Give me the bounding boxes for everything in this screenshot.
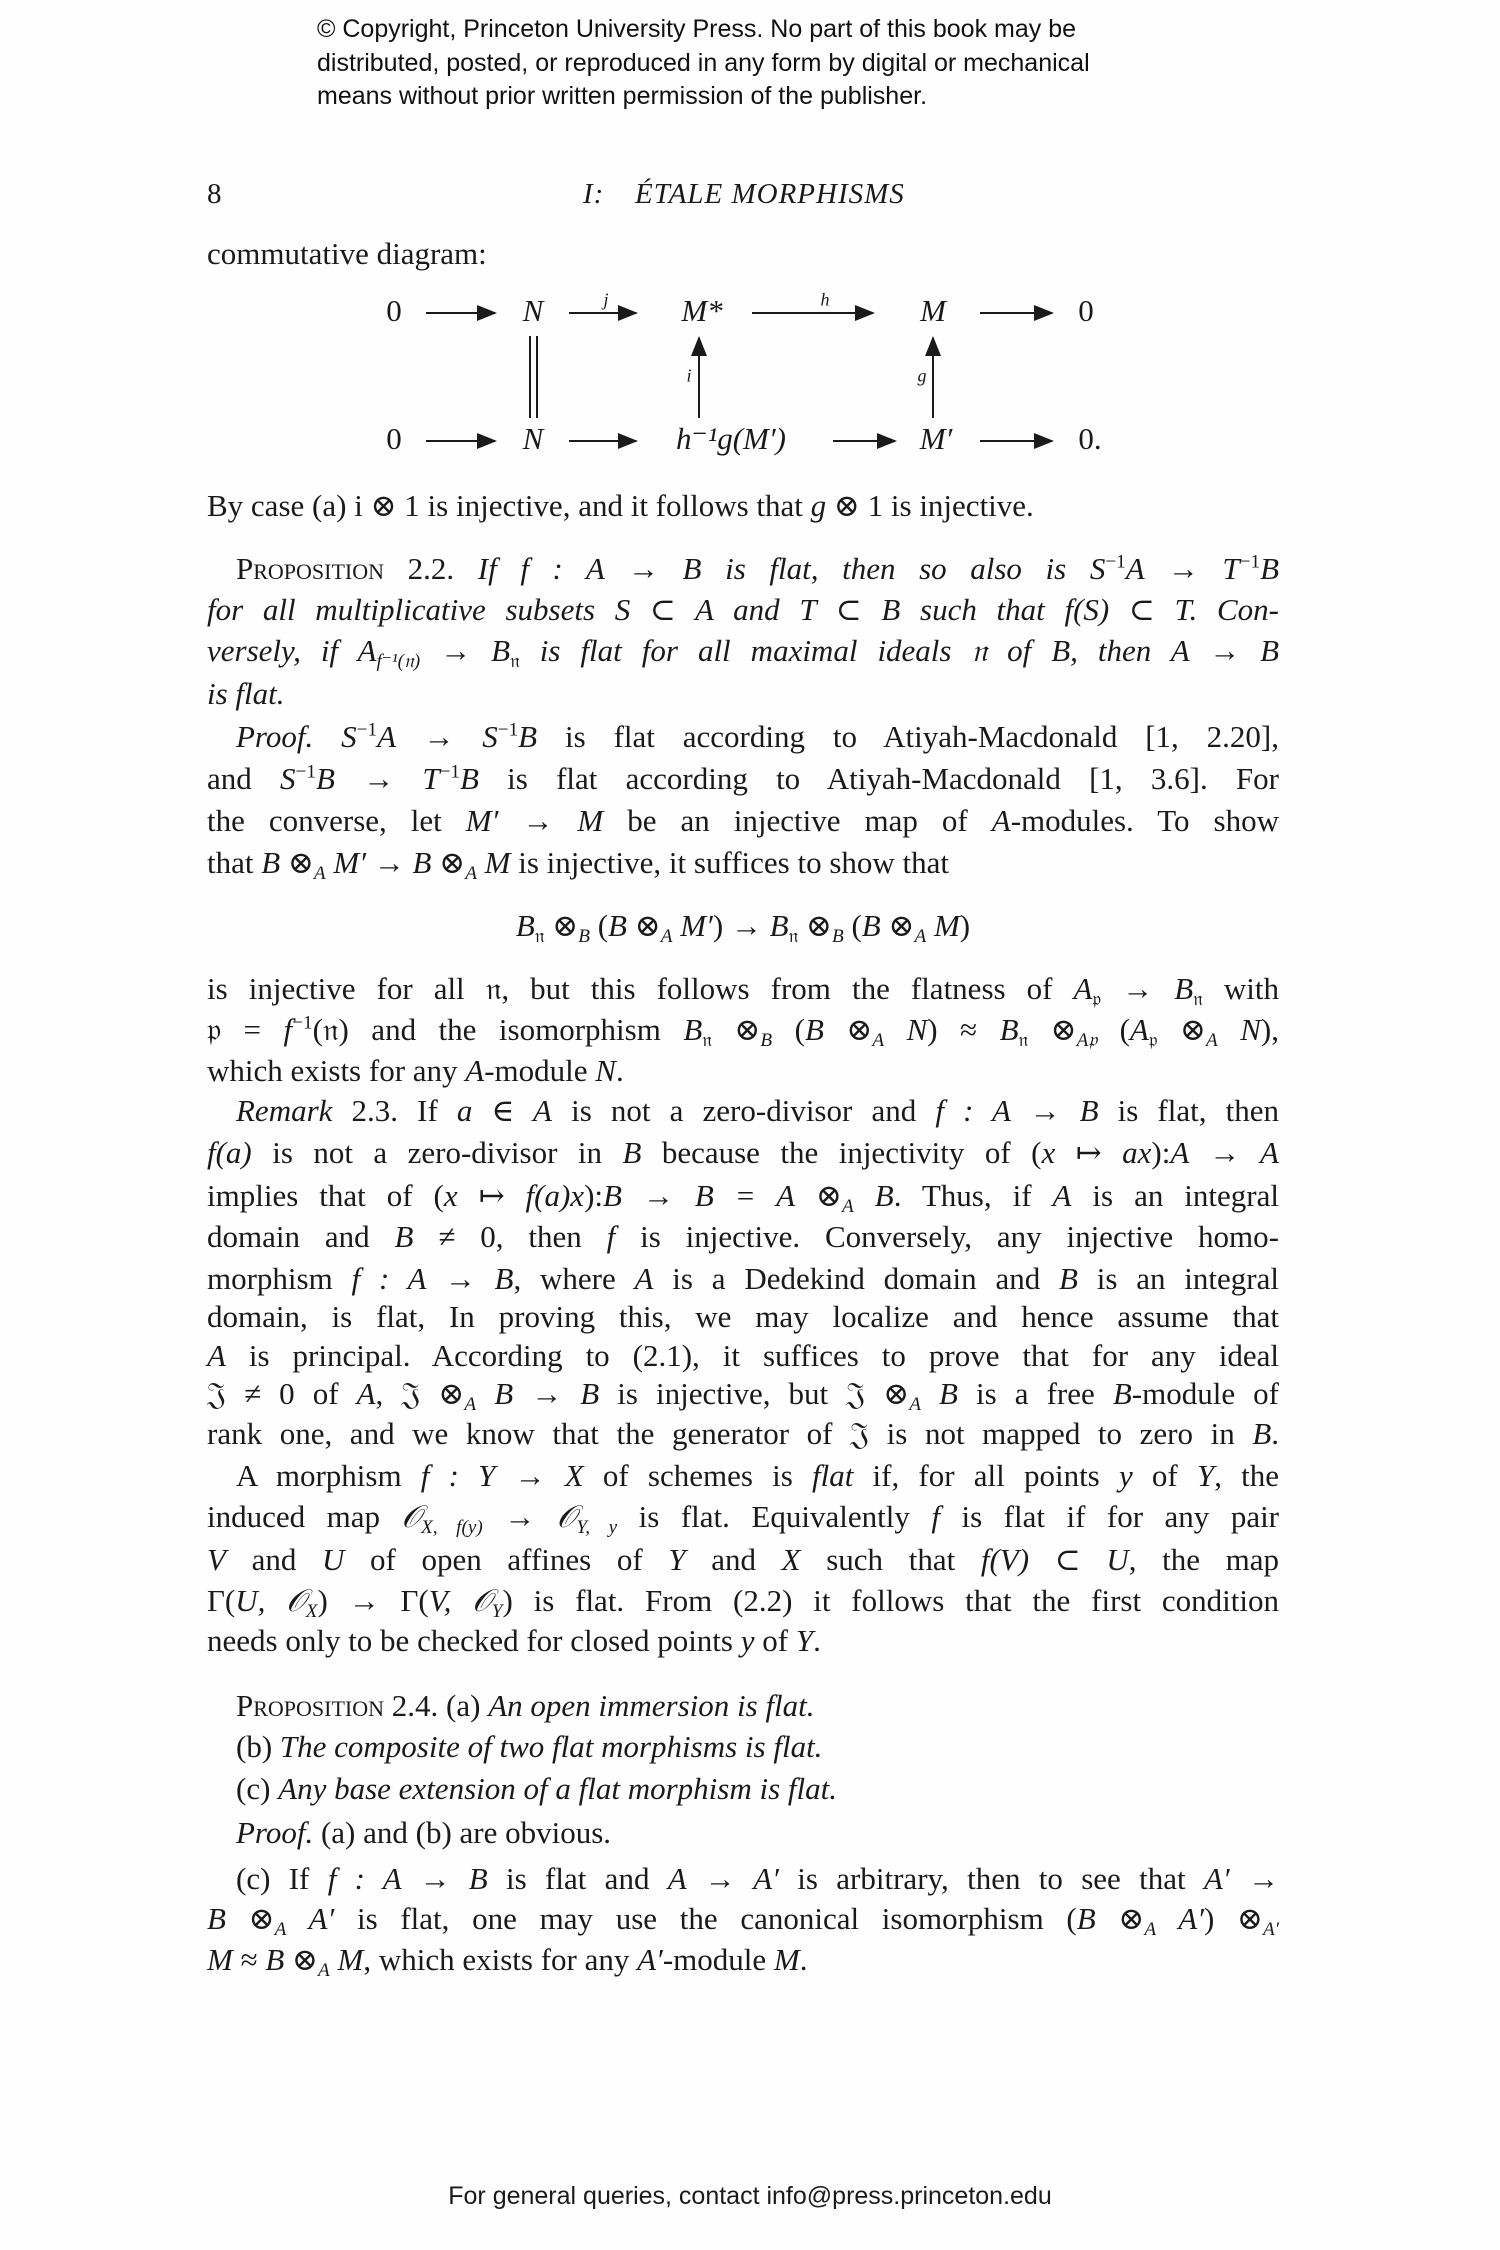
text-run: A morphism bbox=[236, 1458, 421, 1493]
text-run: (c) bbox=[236, 1771, 279, 1806]
text-run: −1 bbox=[439, 761, 461, 783]
text-run: B bbox=[1076, 1901, 1096, 1936]
text-run: A bbox=[313, 862, 326, 884]
text-run: Y bbox=[668, 1542, 686, 1577]
text-run: 𝔫 bbox=[1018, 1029, 1029, 1051]
text-run: ) ⊗ bbox=[1204, 1901, 1264, 1936]
text-line bbox=[236, 1090, 1279, 1132]
text-line bbox=[207, 968, 1279, 1010]
text-line bbox=[236, 1455, 1279, 1497]
text-run: ⊗ bbox=[626, 908, 661, 943]
text-run: commutative diagram: bbox=[207, 236, 487, 271]
text-run: Γ( bbox=[207, 1583, 236, 1618]
text-run: N bbox=[884, 1012, 928, 1047]
text-run: 𝔭 bbox=[1148, 1029, 1158, 1051]
text-run: → 𝒪 bbox=[482, 1499, 577, 1534]
text-line bbox=[207, 1580, 1279, 1622]
text-line bbox=[207, 1496, 1279, 1538]
text-run: implies that of ( bbox=[207, 1178, 444, 1213]
text-run: is flat according to Atiyah-Macdonald [1, 3.6]. For bbox=[478, 761, 1279, 796]
text-run: A𝔭 bbox=[1076, 1029, 1098, 1051]
text-run: −1 bbox=[1239, 551, 1261, 573]
text-run: ⊗ bbox=[280, 845, 314, 880]
text-run: A bbox=[914, 925, 927, 947]
text-run: B bbox=[831, 925, 844, 947]
text-run: A → T bbox=[1125, 551, 1240, 586]
text-run: ), bbox=[1260, 1012, 1279, 1047]
text-run: Y bbox=[491, 1600, 503, 1622]
text-run: ⊗ bbox=[798, 908, 832, 943]
node-N-top: N bbox=[522, 293, 544, 328]
text-run: , the bbox=[1214, 1458, 1280, 1493]
text-run: B bbox=[261, 845, 281, 880]
text-run: morphism bbox=[207, 1261, 352, 1296]
text-run: the converse, let bbox=[207, 803, 466, 838]
text-run: i bbox=[354, 488, 363, 523]
text-run: because the injectivity of ( bbox=[641, 1135, 1042, 1170]
text-run: ⊗ 1 is injective, and it follows that bbox=[362, 488, 811, 523]
text-run: ⊗ bbox=[711, 1012, 761, 1047]
text-run: A′ bbox=[637, 1942, 663, 1977]
node-zero-top-left: 0 bbox=[386, 293, 402, 328]
text-run: 𝒪 bbox=[401, 1499, 422, 1534]
text-run: such that bbox=[800, 1542, 981, 1577]
text-run: B bbox=[518, 719, 538, 754]
equality-lines bbox=[530, 336, 537, 418]
text-run: is flat if for any pair bbox=[939, 1499, 1280, 1534]
text-run: Y bbox=[795, 1623, 814, 1658]
text-run: is arbitrary, then to see that bbox=[778, 1861, 1204, 1896]
text-run: A′ bbox=[286, 1901, 335, 1936]
label-j: j bbox=[603, 289, 609, 310]
text-line bbox=[207, 905, 1279, 947]
label-h: h bbox=[820, 289, 830, 310]
text-run: A → S bbox=[377, 719, 498, 754]
text-run: -modules. To show bbox=[1010, 803, 1279, 838]
text-run: A bbox=[842, 1195, 854, 1217]
text-line bbox=[236, 548, 1279, 590]
node-zero-bottom-right: 0. bbox=[1078, 421, 1102, 456]
text-line bbox=[207, 1335, 1279, 1377]
text-run: A bbox=[1206, 1029, 1218, 1051]
node-zero-top-right: 0 bbox=[1078, 293, 1094, 328]
text-run: M bbox=[476, 845, 511, 880]
text-run: . bbox=[813, 1623, 821, 1658]
text-run: B bbox=[515, 908, 535, 943]
text-run: S bbox=[280, 761, 296, 796]
text-run: 𝔫 bbox=[534, 925, 545, 947]
text-line bbox=[207, 800, 1279, 842]
text-run: B bbox=[804, 1012, 824, 1047]
text-run: is a Dedekind domain and bbox=[653, 1261, 1060, 1296]
text-run: with bbox=[1202, 971, 1279, 1006]
text-line bbox=[207, 1539, 1279, 1581]
text-run: . bbox=[615, 1053, 624, 1088]
text-run: ( bbox=[772, 1012, 805, 1047]
text-run: 𝔭 bbox=[1092, 988, 1102, 1010]
text-run: B bbox=[394, 1219, 414, 1254]
text-run: B bbox=[1252, 1416, 1272, 1451]
text-run: B bbox=[861, 908, 881, 943]
text-run: B bbox=[920, 1376, 958, 1411]
text-run: A bbox=[1073, 971, 1093, 1006]
text-line bbox=[207, 1216, 1279, 1258]
text-run: , where bbox=[513, 1261, 635, 1296]
text-run: ⊗ 1 is injective. bbox=[826, 488, 1034, 523]
text-line bbox=[236, 1812, 1279, 1854]
text-run: M bbox=[926, 908, 960, 943]
text-run: B bbox=[608, 908, 627, 943]
text-run: f bbox=[283, 1012, 293, 1047]
text-run: and bbox=[685, 1542, 782, 1577]
footer-contact: For general queries, contact info@press.princeton.edu bbox=[448, 2182, 1052, 2210]
text-run: is flat and bbox=[487, 1861, 668, 1896]
text-run: A bbox=[465, 862, 477, 884]
text-line bbox=[207, 1175, 1279, 1217]
text-run: ) bbox=[959, 908, 971, 943]
text-line bbox=[207, 589, 1279, 631]
text-run: U, 𝒪 bbox=[235, 1583, 306, 1618]
text-run: g bbox=[810, 488, 827, 523]
copyright-line-2: distributed, posted, or reproduced in any form by digital or mechanical bbox=[317, 49, 1090, 77]
text-run: B bbox=[683, 1012, 703, 1047]
text-run: A′ bbox=[1156, 1901, 1204, 1936]
text-line bbox=[207, 673, 1279, 715]
text-run: ⊗ bbox=[1095, 1901, 1145, 1936]
text-run: X bbox=[305, 1600, 318, 1622]
text-run: Proposition bbox=[236, 1688, 385, 1723]
text-run: is flat. bbox=[207, 676, 285, 711]
text-run: Proof. bbox=[236, 1815, 314, 1850]
text-run: A bbox=[464, 1393, 477, 1415]
text-line bbox=[207, 630, 1279, 672]
text-run: S bbox=[341, 719, 357, 754]
text-run: A bbox=[872, 1029, 885, 1051]
text-line bbox=[207, 842, 1279, 884]
text-run: A bbox=[660, 925, 673, 947]
text-line bbox=[207, 1939, 1279, 1981]
text-run: M′ bbox=[672, 908, 713, 943]
text-run: B bbox=[1174, 971, 1194, 1006]
text-line bbox=[207, 1373, 1279, 1415]
text-run: X bbox=[781, 1542, 801, 1577]
text-run: , the map bbox=[1128, 1542, 1279, 1577]
text-run: (a) and (b) are obvious. bbox=[313, 1815, 612, 1850]
text-run: ⊗ bbox=[1157, 1012, 1206, 1047]
text-run: 𝔫 bbox=[1193, 988, 1203, 1010]
node-zero-bottom-left: 0 bbox=[386, 421, 402, 456]
text-run: is injective. Conversely, any injective homo- bbox=[615, 1219, 1279, 1254]
text-run: 𝔫 bbox=[702, 1029, 712, 1051]
text-run: rank one, and we know that the generator of 𝔍 is not mapped to zero in bbox=[207, 1416, 1253, 1451]
text-run: f : A → B bbox=[351, 1261, 514, 1296]
text-run: B bbox=[1112, 1376, 1132, 1411]
text-run: ) is flat. From (2.2) it follows that the first condition bbox=[502, 1583, 1279, 1618]
text-run: of open affines of bbox=[344, 1542, 669, 1577]
text-run: ⊗ bbox=[284, 1942, 319, 1977]
text-run: and bbox=[225, 1542, 322, 1577]
text-run: f⁻¹(𝔫) bbox=[376, 650, 421, 672]
text-run: x ↦ f(a)x bbox=[443, 1178, 585, 1213]
text-run: M bbox=[329, 1942, 364, 1977]
text-run: 𝔫 bbox=[510, 650, 520, 672]
text-run: versely, if A bbox=[207, 633, 377, 668]
text-run: A bbox=[1144, 1918, 1157, 1940]
text-run: ): bbox=[1151, 1135, 1171, 1170]
text-run: −1 bbox=[356, 719, 378, 741]
text-run: flat bbox=[812, 1458, 854, 1493]
text-run: of bbox=[1132, 1458, 1197, 1493]
page-number: 8 bbox=[207, 178, 223, 210]
label-i: i bbox=[686, 365, 692, 386]
text-run: ⊗ bbox=[544, 908, 579, 943]
text-run: A bbox=[1129, 1012, 1149, 1047]
text-run: A bbox=[207, 1338, 226, 1373]
text-run: is not a zero-divisor in bbox=[251, 1135, 623, 1170]
text-run: 2.4. (a) bbox=[384, 1688, 489, 1723]
text-line bbox=[236, 1726, 1279, 1768]
text-run: A bbox=[991, 803, 1011, 838]
text-run: B → T bbox=[315, 761, 440, 796]
text-run: A bbox=[634, 1261, 654, 1296]
text-run: -module bbox=[662, 1942, 774, 1977]
chapter-number: I: bbox=[583, 178, 605, 210]
text-line bbox=[207, 1296, 1279, 1338]
text-run: that bbox=[207, 845, 262, 880]
text-run: is flat for all maximal ideals 𝔫 of B, then A → B bbox=[519, 633, 1280, 668]
text-run: 2.3. If bbox=[332, 1093, 457, 1128]
text-run: f bbox=[606, 1219, 616, 1254]
text-run: Proof. bbox=[236, 719, 314, 754]
text-run: f : Y → X bbox=[420, 1458, 584, 1493]
text-run: ⊗ bbox=[880, 908, 915, 943]
text-run: ) ≈ bbox=[927, 1012, 1000, 1047]
text-run: is not a zero-divisor and bbox=[552, 1093, 936, 1128]
text-run: B bbox=[265, 1942, 285, 1977]
text-run: y bbox=[740, 1623, 755, 1658]
text-run: B bbox=[207, 1901, 226, 1936]
text-line bbox=[207, 758, 1279, 800]
text-run: A → A′ bbox=[667, 1861, 779, 1896]
text-run: The composite of two flat morphisms is flat. bbox=[279, 1729, 823, 1764]
text-line bbox=[207, 1009, 1279, 1051]
text-run: B bbox=[999, 1012, 1019, 1047]
text-run: An open immersion is flat. bbox=[488, 1688, 815, 1723]
text-run: V, 𝒪 bbox=[428, 1583, 492, 1618]
text-run: B bbox=[622, 1135, 642, 1170]
text-run: . bbox=[1271, 1416, 1279, 1451]
text-run: −1 bbox=[292, 1012, 313, 1034]
text-run: If f : A → B is flat, then so also is S bbox=[477, 551, 1106, 586]
text-run: Y bbox=[1196, 1458, 1215, 1493]
text-line bbox=[236, 716, 1279, 758]
running-header: ÉTALE MORPHISMS bbox=[635, 178, 905, 210]
text-run: which exists for any bbox=[207, 1053, 466, 1088]
text-run: is injective, it suffices to show that bbox=[510, 845, 950, 880]
text-run: a ∈ A bbox=[456, 1093, 552, 1128]
text-run: and bbox=[207, 761, 280, 796]
node-N-bottom: N bbox=[522, 421, 544, 456]
text-run: U bbox=[322, 1542, 345, 1577]
text-run: . Thus, if bbox=[893, 1178, 1053, 1213]
text-run: B → B = A bbox=[603, 1178, 796, 1213]
text-run: . bbox=[799, 1942, 808, 1977]
text-run: is an integral bbox=[1077, 1261, 1279, 1296]
text-run: is a free bbox=[957, 1376, 1113, 1411]
text-run: B bbox=[853, 1178, 894, 1213]
text-run: is an integral bbox=[1071, 1178, 1279, 1213]
text-run: (c) If bbox=[236, 1861, 328, 1896]
text-run: B → B bbox=[476, 1376, 600, 1411]
text-run: M′ → M bbox=[465, 803, 604, 838]
text-run: A bbox=[274, 1918, 287, 1940]
text-run: A bbox=[318, 1959, 330, 1981]
text-run: be an injective map of bbox=[603, 803, 992, 838]
text-run: Any base extension of a flat morphism is flat. bbox=[278, 1771, 837, 1806]
text-run: needs only to be checked for closed points bbox=[207, 1623, 741, 1658]
node-preimage: h⁻¹g(M′) bbox=[676, 421, 786, 456]
text-run: By case (a) bbox=[207, 488, 355, 523]
text-run: domain and bbox=[207, 1219, 395, 1254]
text-run: f(a) bbox=[207, 1135, 252, 1170]
text-run: → B bbox=[420, 633, 511, 668]
text-run: B bbox=[578, 925, 590, 947]
text-run: ⊗ bbox=[823, 1012, 873, 1047]
text-run: M′ → B bbox=[325, 845, 432, 880]
text-line bbox=[207, 1050, 1279, 1092]
text-run: induced map bbox=[207, 1499, 402, 1534]
text-run: N bbox=[595, 1053, 616, 1088]
text-run: Remark bbox=[236, 1093, 333, 1128]
text-run: for all multiplicative subsets S ⊂ A and T ⊂ B such that f(S) ⊂ T. Con- bbox=[207, 592, 1279, 627]
text-run: M bbox=[773, 1942, 800, 1977]
text-line bbox=[207, 1620, 1279, 1662]
text-run: A′ bbox=[1263, 1918, 1279, 1940]
text-run: is principal. According to (2.1), it suffices to prove that for any ideal bbox=[225, 1338, 1279, 1373]
text-run: B bbox=[460, 761, 479, 796]
text-run: ⊗ bbox=[431, 845, 466, 880]
text-run: is flat. Equivalently bbox=[617, 1499, 932, 1534]
text-run: A → A bbox=[1170, 1135, 1279, 1170]
text-run: B bbox=[769, 908, 789, 943]
text-run: f bbox=[931, 1499, 940, 1534]
text-run: M bbox=[207, 1942, 233, 1977]
text-run: (b) bbox=[236, 1729, 280, 1764]
text-run: y bbox=[1118, 1458, 1133, 1493]
text-run: is flat according to Atiyah-Macdonald [1, 2.20], bbox=[537, 719, 1280, 754]
text-run: is flat, then bbox=[1098, 1093, 1279, 1128]
text-run: V bbox=[207, 1542, 226, 1577]
text-run: A bbox=[356, 1376, 376, 1411]
text-run: f(V) ⊂ U bbox=[980, 1542, 1129, 1577]
text-run: ) → Γ( bbox=[317, 1583, 429, 1618]
text-run: 𝔫 bbox=[788, 925, 799, 947]
text-run: A bbox=[909, 1393, 921, 1415]
text-line bbox=[236, 1685, 1279, 1727]
text-run: Proposition bbox=[236, 551, 385, 586]
text-run: 2.2. bbox=[384, 551, 478, 586]
text-run: ⊗ bbox=[795, 1178, 843, 1213]
text-run: → bbox=[1101, 971, 1175, 1006]
text-run: ⊗ bbox=[1028, 1012, 1077, 1047]
text-run: x ↦ ax bbox=[1041, 1135, 1152, 1170]
text-line bbox=[207, 233, 1279, 275]
text-line bbox=[207, 1413, 1279, 1455]
copyright-line-3: means without prior written permission of the publisher. bbox=[317, 82, 928, 110]
text-run: ≈ bbox=[232, 1942, 266, 1977]
text-line bbox=[207, 485, 1279, 527]
text-run: A bbox=[1052, 1178, 1072, 1213]
text-run: B bbox=[1260, 551, 1279, 586]
text-run: ( bbox=[589, 908, 609, 943]
text-line bbox=[207, 1132, 1279, 1174]
text-run: ) → bbox=[712, 908, 770, 943]
text-run: ( bbox=[1097, 1012, 1130, 1047]
text-run: f : A → B bbox=[935, 1093, 1099, 1128]
text-run: −1 bbox=[497, 719, 519, 741]
text-run: is injective, but 𝔍 ⊗ bbox=[599, 1376, 910, 1411]
text-line bbox=[236, 1858, 1279, 1900]
text-run: −1 bbox=[1105, 551, 1126, 573]
text-run: , 𝔍 ⊗ bbox=[375, 1376, 465, 1411]
text-run: B bbox=[1059, 1261, 1078, 1296]
text-run: f : A → B bbox=[327, 1861, 488, 1896]
text-run: of bbox=[754, 1623, 796, 1658]
text-run: 𝔭 = bbox=[207, 1012, 284, 1047]
text-run bbox=[313, 719, 341, 754]
text-run: A′ → bbox=[1203, 1861, 1279, 1896]
text-run: -module of bbox=[1131, 1376, 1279, 1411]
text-run: if, for all points bbox=[853, 1458, 1119, 1493]
text-run: B bbox=[760, 1029, 773, 1051]
text-run: domain, is flat, In proving this, we may localize and hence assume that bbox=[207, 1299, 1279, 1334]
text-line bbox=[207, 1258, 1279, 1300]
text-run: of schemes is bbox=[583, 1458, 813, 1493]
text-run: Y, y bbox=[576, 1516, 618, 1538]
text-run: −1 bbox=[295, 761, 316, 783]
text-run: X, f(y) bbox=[421, 1516, 483, 1538]
node-M-prime: M′ bbox=[919, 421, 953, 456]
text-run: -module bbox=[484, 1053, 596, 1088]
text-run: A bbox=[465, 1053, 485, 1088]
copyright-line-1: © Copyright, Princeton University Press. No part of this book may be bbox=[317, 15, 1077, 43]
text-run: N bbox=[1217, 1012, 1261, 1047]
node-M-star: M* bbox=[681, 293, 723, 328]
text-run: ( bbox=[843, 908, 862, 943]
text-run: ⊗ bbox=[225, 1901, 275, 1936]
text-run: ): bbox=[584, 1178, 603, 1213]
text-line bbox=[236, 1768, 1279, 1810]
text-line bbox=[207, 1898, 1279, 1940]
text-run: ≠ 0, then bbox=[413, 1219, 607, 1254]
text-run: is flat, one may use the canonical isomorphism ( bbox=[334, 1901, 1077, 1936]
text-run: is injective for all 𝔫, but this follows from the flatness of bbox=[207, 971, 1074, 1006]
text-run: , which exists for any bbox=[363, 1942, 638, 1977]
text-run: 𝔍 ≠ 0 of bbox=[207, 1376, 357, 1411]
text-run: (𝔫) and the isomorphism bbox=[312, 1012, 684, 1047]
label-g: g bbox=[917, 365, 927, 386]
node-M: M bbox=[920, 293, 946, 328]
